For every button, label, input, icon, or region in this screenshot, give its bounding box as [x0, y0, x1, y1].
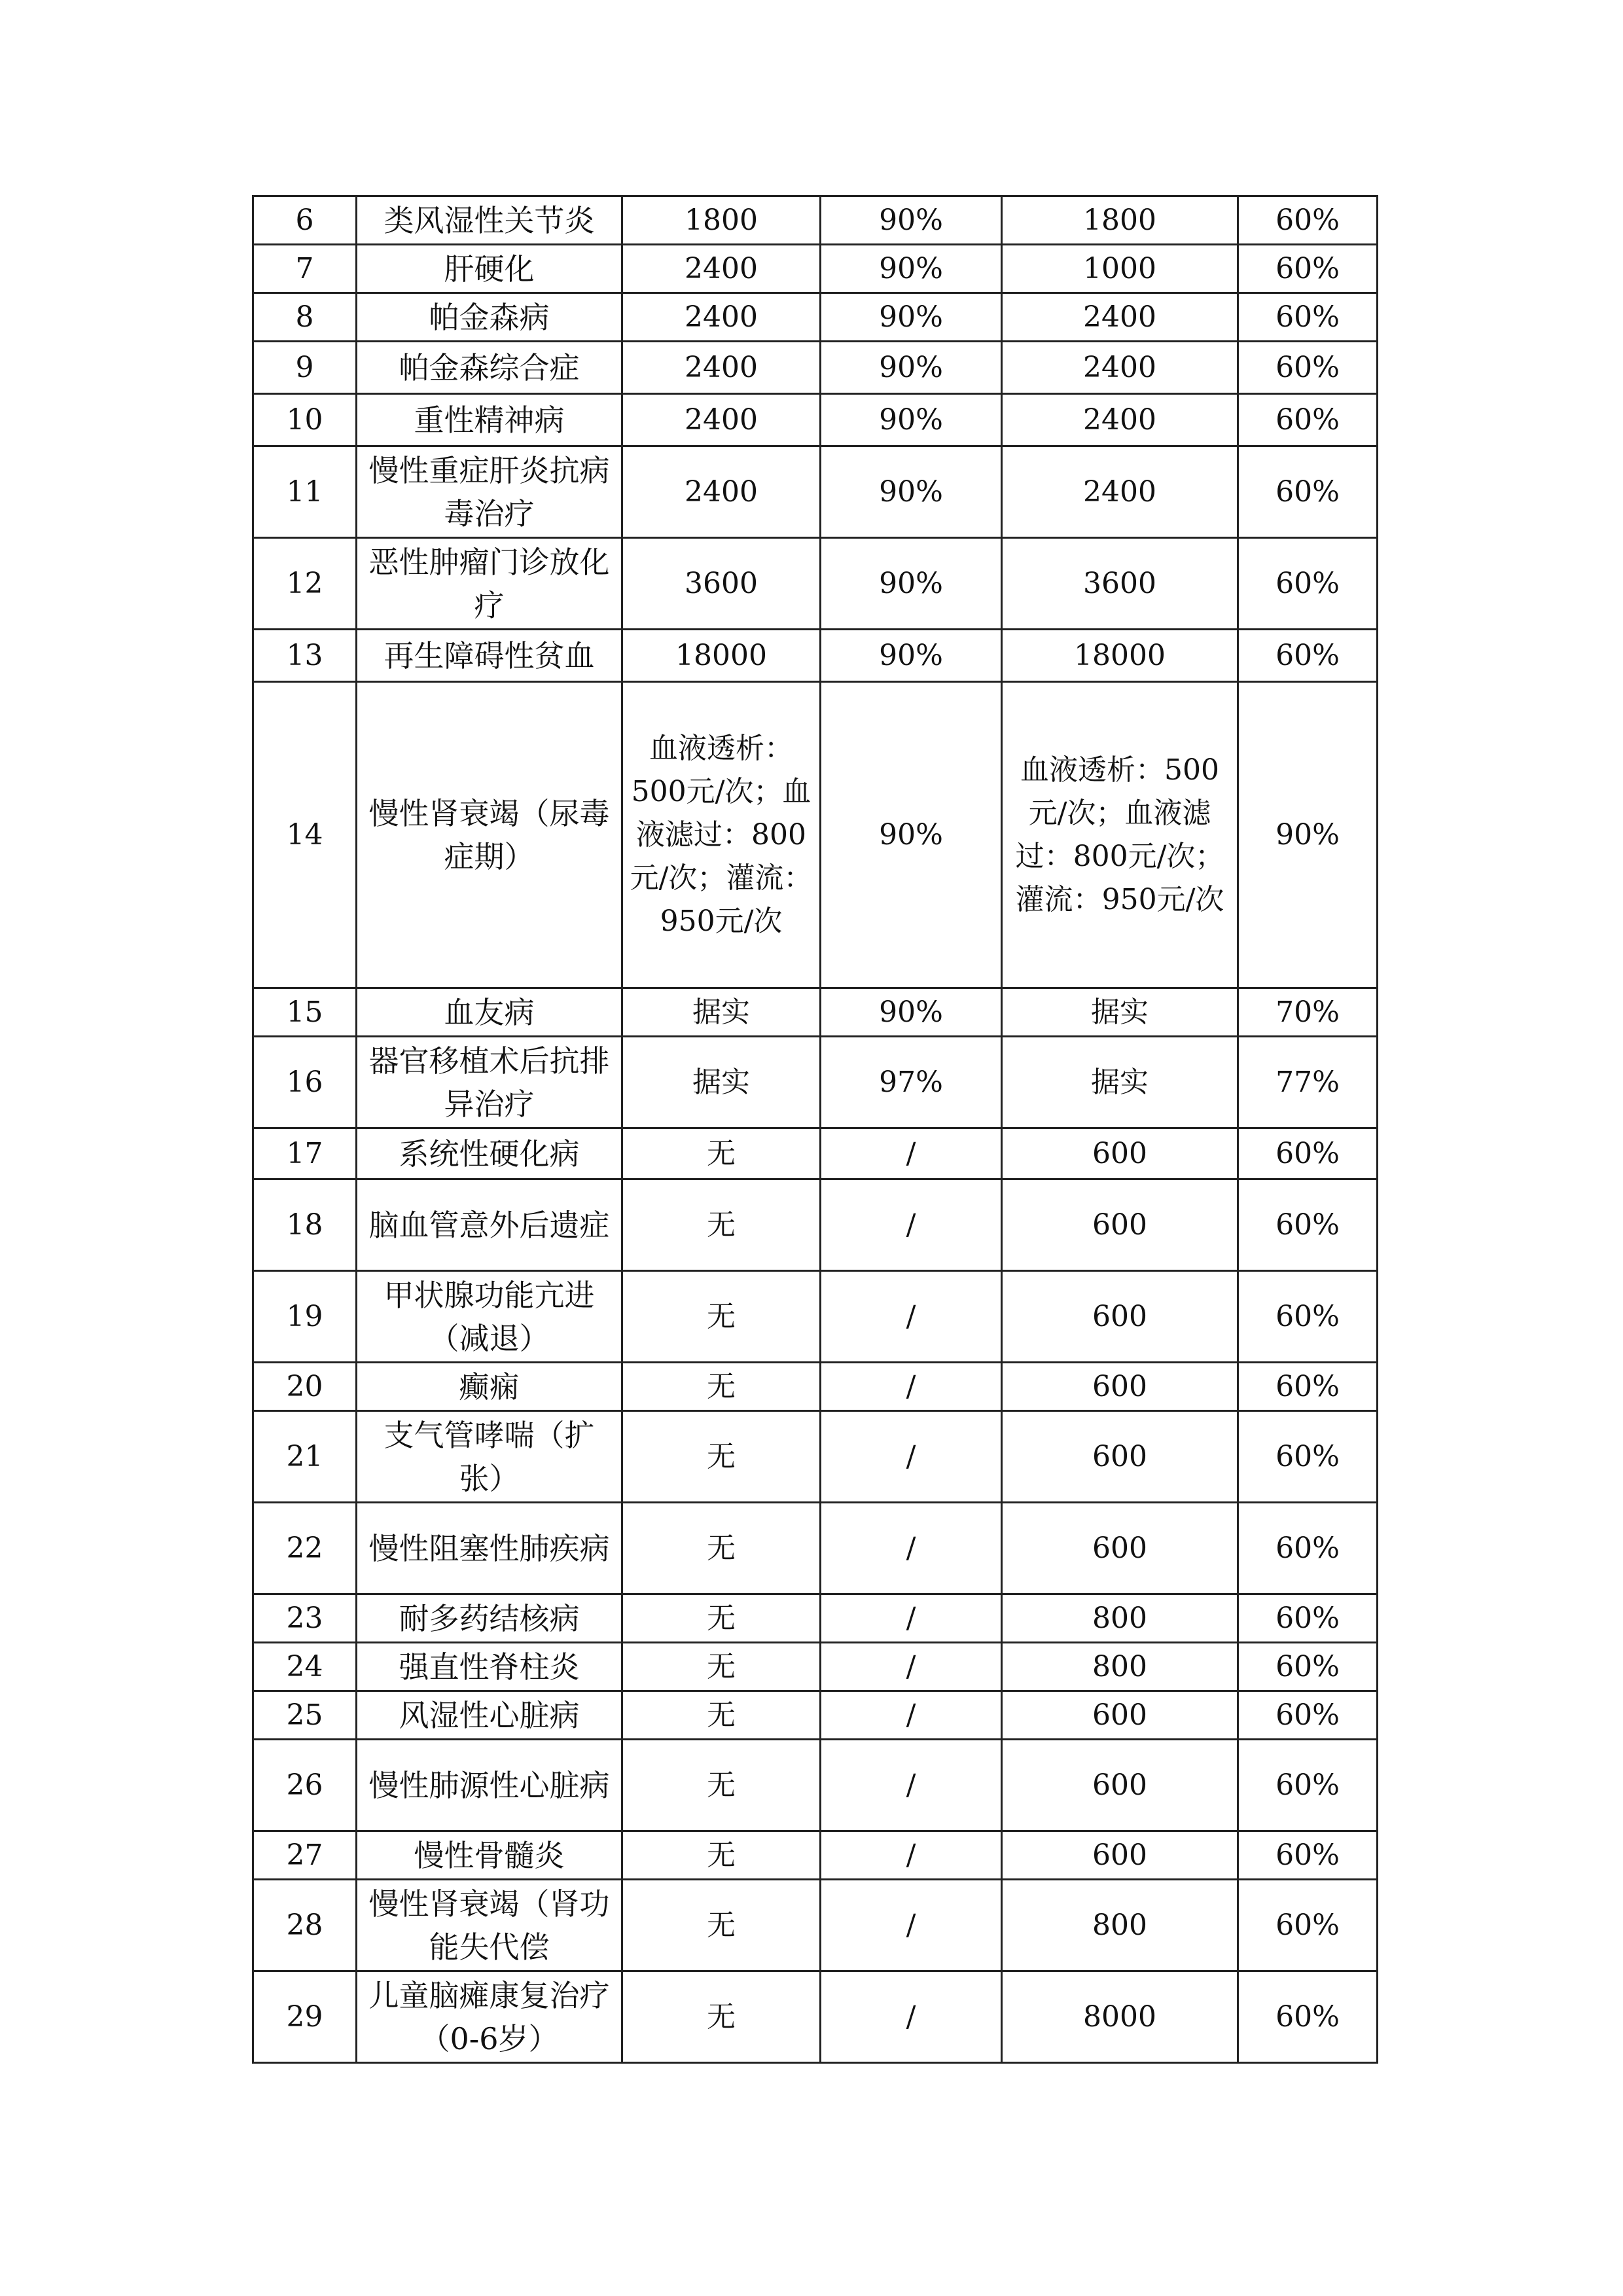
disease-name-cell: 肝硬化 — [357, 245, 622, 293]
row-number-cell: 28 — [253, 1880, 357, 1971]
ratio-b-cell: 60% — [1238, 1271, 1378, 1363]
ratio-b-cell: 60% — [1238, 1363, 1378, 1411]
table-row — [253, 682, 1378, 988]
limit-b-cell: 600 — [1002, 1128, 1238, 1179]
ratio-a-cell: / — [821, 1643, 1002, 1691]
row-number-cell: 15 — [253, 988, 357, 1037]
disease-name-cell: 恶性肿瘤门诊放化疗 — [357, 538, 622, 630]
ratio-b-cell: 60% — [1238, 630, 1378, 682]
limit-b-cell: 2400 — [1002, 446, 1238, 538]
limit-b-cell: 2400 — [1002, 394, 1238, 446]
ratio-a-cell: 90% — [821, 245, 1002, 293]
row-number-cell: 17 — [253, 1128, 357, 1179]
limit-b-cell: 600 — [1002, 1740, 1238, 1831]
ratio-a-cell: 90% — [821, 342, 1002, 394]
disease-name-cell: 帕金森病 — [357, 293, 622, 342]
disease-name-cell: 脑血管意外后遗症 — [357, 1179, 622, 1271]
limit-b-cell: 血液透析：500元/次；血液滤过：800元/次；灌流：950元/次 — [1002, 682, 1238, 988]
ratio-a-cell: 90% — [821, 446, 1002, 538]
limit-b-cell: 18000 — [1002, 630, 1238, 682]
table-row — [253, 1037, 1378, 1128]
ratio-b-cell: 60% — [1238, 196, 1378, 245]
table-row — [253, 1271, 1378, 1363]
limit-a-cell: 无 — [622, 1271, 821, 1363]
row-number-cell: 18 — [253, 1179, 357, 1271]
disease-name-cell: 慢性重症肝炎抗病毒治疗 — [357, 446, 622, 538]
row-number-cell: 14 — [253, 682, 357, 988]
table-row — [253, 1831, 1378, 1880]
ratio-b-cell: 60% — [1238, 342, 1378, 394]
disease-name-cell: 风湿性心脏病 — [357, 1691, 622, 1740]
row-number-cell: 19 — [253, 1271, 357, 1363]
limit-b-cell: 600 — [1002, 1691, 1238, 1740]
row-number-cell: 26 — [253, 1740, 357, 1831]
ratio-a-cell: / — [821, 1503, 1002, 1594]
limit-b-cell: 600 — [1002, 1179, 1238, 1271]
disease-name-cell: 癫痫 — [357, 1363, 622, 1411]
limit-a-cell: 血液透析：500元/次；血液滤过：800元/次；灌流：950元/次 — [622, 682, 821, 988]
disease-name-cell: 血友病 — [357, 988, 622, 1037]
table-body — [253, 196, 1378, 2063]
limit-a-cell: 2400 — [622, 394, 821, 446]
table-row — [253, 196, 1378, 245]
table-row — [253, 1411, 1378, 1503]
limit-a-cell: 2400 — [622, 245, 821, 293]
disease-name-cell: 慢性肺源性心脏病 — [357, 1740, 622, 1831]
disease-name-cell: 再生障碍性贫血 — [357, 630, 622, 682]
ratio-a-cell: / — [821, 1128, 1002, 1179]
ratio-a-cell: / — [821, 1740, 1002, 1831]
limit-a-cell: 无 — [622, 1503, 821, 1594]
disease-name-cell: 儿童脑瘫康复治疗（0-6岁） — [357, 1971, 622, 2063]
disease-name-cell: 慢性骨髓炎 — [357, 1831, 622, 1880]
table-row — [253, 1128, 1378, 1179]
ratio-b-cell: 60% — [1238, 1411, 1378, 1503]
limit-a-cell: 2400 — [622, 342, 821, 394]
ratio-b-cell: 60% — [1238, 1128, 1378, 1179]
ratio-a-cell: / — [821, 1971, 1002, 2063]
table-row — [253, 538, 1378, 630]
disease-name-cell: 甲状腺功能亢进（减退） — [357, 1271, 622, 1363]
table-row — [253, 446, 1378, 538]
disease-name-cell: 慢性肾衰竭（肾功能失代偿 — [357, 1880, 622, 1971]
ratio-b-cell: 60% — [1238, 1971, 1378, 2063]
limit-a-cell: 2400 — [622, 446, 821, 538]
row-number-cell: 23 — [253, 1594, 357, 1643]
limit-a-cell: 据实 — [622, 988, 821, 1037]
limit-b-cell: 3600 — [1002, 538, 1238, 630]
ratio-a-cell: 90% — [821, 394, 1002, 446]
table-row — [253, 988, 1378, 1037]
limit-b-cell: 600 — [1002, 1411, 1238, 1503]
limit-b-cell: 800 — [1002, 1594, 1238, 1643]
limit-a-cell: 无 — [622, 1411, 821, 1503]
ratio-b-cell: 60% — [1238, 1643, 1378, 1691]
ratio-a-cell: / — [821, 1179, 1002, 1271]
disease-name-cell: 慢性阻塞性肺疾病 — [357, 1503, 622, 1594]
disease-name-cell: 支气管哮喘（扩张） — [357, 1411, 622, 1503]
row-number-cell: 27 — [253, 1831, 357, 1880]
limit-b-cell: 600 — [1002, 1271, 1238, 1363]
ratio-b-cell: 60% — [1238, 1179, 1378, 1271]
table-row — [253, 1179, 1378, 1271]
ratio-b-cell: 60% — [1238, 293, 1378, 342]
limit-b-cell: 600 — [1002, 1831, 1238, 1880]
row-number-cell: 24 — [253, 1643, 357, 1691]
limit-a-cell: 无 — [622, 1643, 821, 1691]
ratio-a-cell: 90% — [821, 988, 1002, 1037]
row-number-cell: 25 — [253, 1691, 357, 1740]
disease-benefit-table — [252, 195, 1378, 2064]
ratio-a-cell: / — [821, 1691, 1002, 1740]
table-row — [253, 1740, 1378, 1831]
table-row — [253, 1643, 1378, 1691]
disease-name-cell: 慢性肾衰竭（尿毒症期） — [357, 682, 622, 988]
limit-b-cell: 8000 — [1002, 1971, 1238, 2063]
ratio-a-cell: 90% — [821, 196, 1002, 245]
limit-a-cell: 无 — [622, 1179, 821, 1271]
ratio-a-cell: 90% — [821, 293, 1002, 342]
table-row — [253, 630, 1378, 682]
row-number-cell: 6 — [253, 196, 357, 245]
ratio-a-cell: 90% — [821, 682, 1002, 988]
ratio-b-cell: 60% — [1238, 446, 1378, 538]
ratio-a-cell: / — [821, 1411, 1002, 1503]
ratio-a-cell: / — [821, 1271, 1002, 1363]
table-row — [253, 1691, 1378, 1740]
ratio-b-cell: 60% — [1238, 1880, 1378, 1971]
ratio-b-cell: 60% — [1238, 394, 1378, 446]
disease-name-cell: 重性精神病 — [357, 394, 622, 446]
row-number-cell: 29 — [253, 1971, 357, 2063]
table-row — [253, 293, 1378, 342]
limit-a-cell: 无 — [622, 1831, 821, 1880]
table-row — [253, 1503, 1378, 1594]
limit-a-cell: 18000 — [622, 630, 821, 682]
limit-a-cell: 无 — [622, 1880, 821, 1971]
ratio-a-cell: / — [821, 1363, 1002, 1411]
disease-name-cell: 帕金森综合症 — [357, 342, 622, 394]
limit-b-cell: 2400 — [1002, 342, 1238, 394]
table-row — [253, 1594, 1378, 1643]
row-number-cell: 16 — [253, 1037, 357, 1128]
row-number-cell: 10 — [253, 394, 357, 446]
row-number-cell: 21 — [253, 1411, 357, 1503]
row-number-cell: 11 — [253, 446, 357, 538]
limit-b-cell: 2400 — [1002, 293, 1238, 342]
limit-a-cell: 1800 — [622, 196, 821, 245]
ratio-b-cell: 70% — [1238, 988, 1378, 1037]
ratio-a-cell: / — [821, 1831, 1002, 1880]
table-row — [253, 342, 1378, 394]
limit-a-cell: 2400 — [622, 293, 821, 342]
limit-b-cell: 1000 — [1002, 245, 1238, 293]
limit-b-cell: 据实 — [1002, 1037, 1238, 1128]
row-number-cell: 7 — [253, 245, 357, 293]
row-number-cell: 9 — [253, 342, 357, 394]
ratio-a-cell: 90% — [821, 538, 1002, 630]
ratio-a-cell: 90% — [821, 630, 1002, 682]
limit-a-cell: 据实 — [622, 1037, 821, 1128]
disease-name-cell: 器官移植术后抗排异治疗 — [357, 1037, 622, 1128]
row-number-cell: 12 — [253, 538, 357, 630]
table-row — [253, 1880, 1378, 1971]
ratio-b-cell: 60% — [1238, 245, 1378, 293]
ratio-b-cell: 90% — [1238, 682, 1378, 988]
disease-name-cell: 系统性硬化病 — [357, 1128, 622, 1179]
limit-a-cell: 无 — [622, 1594, 821, 1643]
limit-a-cell: 无 — [622, 1740, 821, 1831]
ratio-b-cell: 60% — [1238, 1691, 1378, 1740]
ratio-b-cell: 60% — [1238, 538, 1378, 630]
limit-a-cell: 无 — [622, 1971, 821, 2063]
limit-a-cell: 3600 — [622, 538, 821, 630]
row-number-cell: 22 — [253, 1503, 357, 1594]
disease-name-cell: 耐多药结核病 — [357, 1594, 622, 1643]
disease-name-cell: 类风湿性关节炎 — [357, 196, 622, 245]
ratio-b-cell: 77% — [1238, 1037, 1378, 1128]
disease-name-cell: 强直性脊柱炎 — [357, 1643, 622, 1691]
ratio-b-cell: 60% — [1238, 1831, 1378, 1880]
table-row — [253, 394, 1378, 446]
row-number-cell: 13 — [253, 630, 357, 682]
ratio-b-cell: 60% — [1238, 1594, 1378, 1643]
limit-b-cell: 600 — [1002, 1363, 1238, 1411]
limit-a-cell: 无 — [622, 1691, 821, 1740]
table-row — [253, 245, 1378, 293]
ratio-a-cell: / — [821, 1880, 1002, 1971]
limit-b-cell: 据实 — [1002, 988, 1238, 1037]
limit-b-cell: 800 — [1002, 1643, 1238, 1691]
limit-b-cell: 600 — [1002, 1503, 1238, 1594]
row-number-cell: 8 — [253, 293, 357, 342]
table-row — [253, 1971, 1378, 2063]
limit-b-cell: 1800 — [1002, 196, 1238, 245]
limit-b-cell: 800 — [1002, 1880, 1238, 1971]
ratio-b-cell: 60% — [1238, 1503, 1378, 1594]
ratio-a-cell: / — [821, 1594, 1002, 1643]
ratio-a-cell: 97% — [821, 1037, 1002, 1128]
limit-a-cell: 无 — [622, 1363, 821, 1411]
table-row — [253, 1363, 1378, 1411]
limit-a-cell: 无 — [622, 1128, 821, 1179]
row-number-cell: 20 — [253, 1363, 357, 1411]
ratio-b-cell: 60% — [1238, 1740, 1378, 1831]
